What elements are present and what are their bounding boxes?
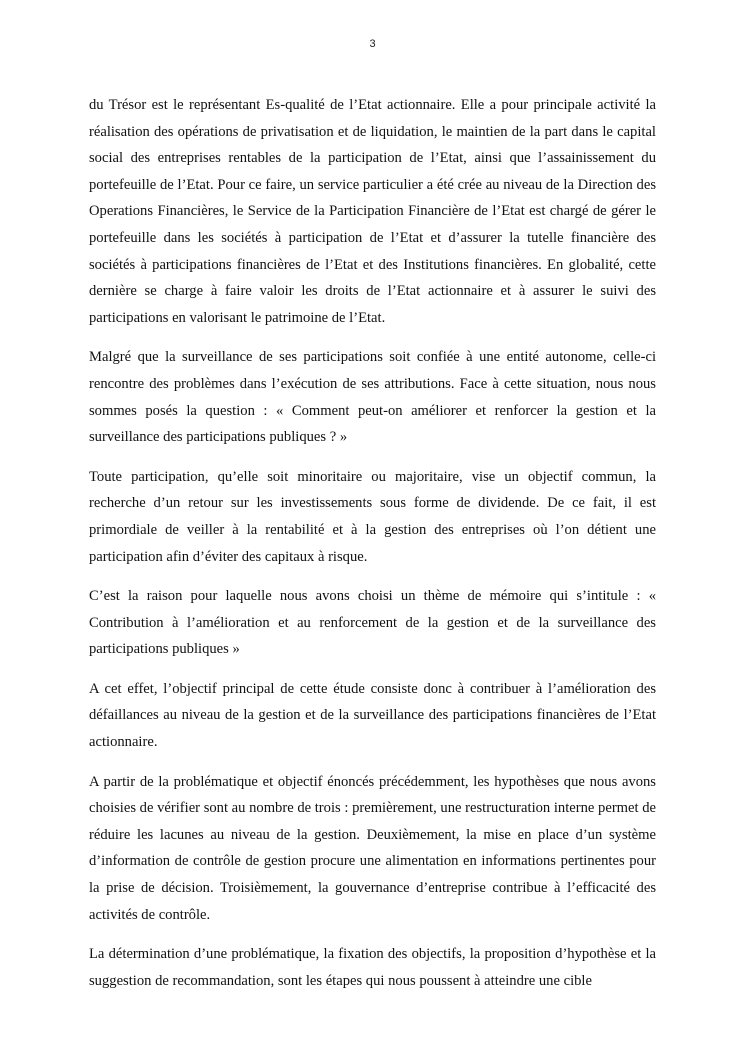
paragraph-methodology: La détermination d’une problématique, la fixation des objectifs, la proposition d’hypothèse et la suggestion de recommandation, sont les étapes qui nous poussent à atteindre une cible bbox=[89, 946, 656, 989]
paragraph-thesis-title: C’est la raison pour laquelle nous avons choisi un thème de mémoire qui s’intitule : « Contribution à l’amélioration et au renforcement de la gestion et de la surveillance des participations publiques » bbox=[89, 588, 656, 658]
page-number: 3 bbox=[369, 38, 376, 50]
paragraph-participation-objective: Toute participation, qu’elle soit minoritaire ou majoritaire, vise un objectif commun, la recherche d’un retour sur les investissements sous forme de dividende. De ce fait, il est primordiale de veiller à la rentabilité et à la gestion des entreprises où l’on détient une participation afin d’éviter des capitaux à risque. bbox=[89, 468, 656, 565]
body-text bbox=[89, 92, 656, 994]
paragraph-research-question: Malgré que la surveillance de ses participations soit confiée à une entité autonome, celle-ci rencontre des problèmes dans l’exécution de ses attributions. Face à cette situation, nous nous sommes posés la question : « Comment peut-on améliorer et renforcer la gestion et la surveillance des participations publiques ? » bbox=[89, 349, 656, 446]
paragraph-hypotheses: A partir de la problématique et objectif énoncés précédemment, les hypothèses que nous avons choisies de vérifier sont au nombre de trois : premièrement, une restructuration interne permet de réduire les lacunes au niveau de la gestion. Deuxièmement, la mise en place d’un système d’information de contrôle de gestion procure une alimentation en informations pertinentes pour la prise de décision. Troisièmement, la gouvernance d’entreprise contribue à l’efficacité des activités de contrôle. bbox=[89, 773, 656, 923]
paragraph-treasury-role: du Trésor est le représentant Es-qualité de l’Etat actionnaire. Elle a pour principale activité la réalisation des opérations de privatisation et de liquidation, le maintien de la part dans le capital social des entreprises rentables de la participation de l’Etat, ainsi que l’assainissement du portefeuille de l’Etat. Pour ce faire, un service particulier a été crée au niveau de la Direction des Operations Financières, le Service de la Participation Financière de l’Etat est chargé de gérer le portefeuille dans les sociétés à participation de l’Etat et d’assurer la tutelle financière des sociétés à participations financières de l’Etat et des Institutions financières. En globalité, cette dernière se charge à faire valoir les droits de l’Etat actionnaire et à assurer le suivi des participations en valorisant le patrimoine de l’Etat. bbox=[89, 97, 656, 326]
paragraph-main-objective: A cet effet, l’objectif principal de cette étude consiste donc à contribuer à l’amélioration des défaillances au niveau de la gestion et de la surveillance des participations financières de l’Etat actionnaire. bbox=[89, 680, 656, 751]
